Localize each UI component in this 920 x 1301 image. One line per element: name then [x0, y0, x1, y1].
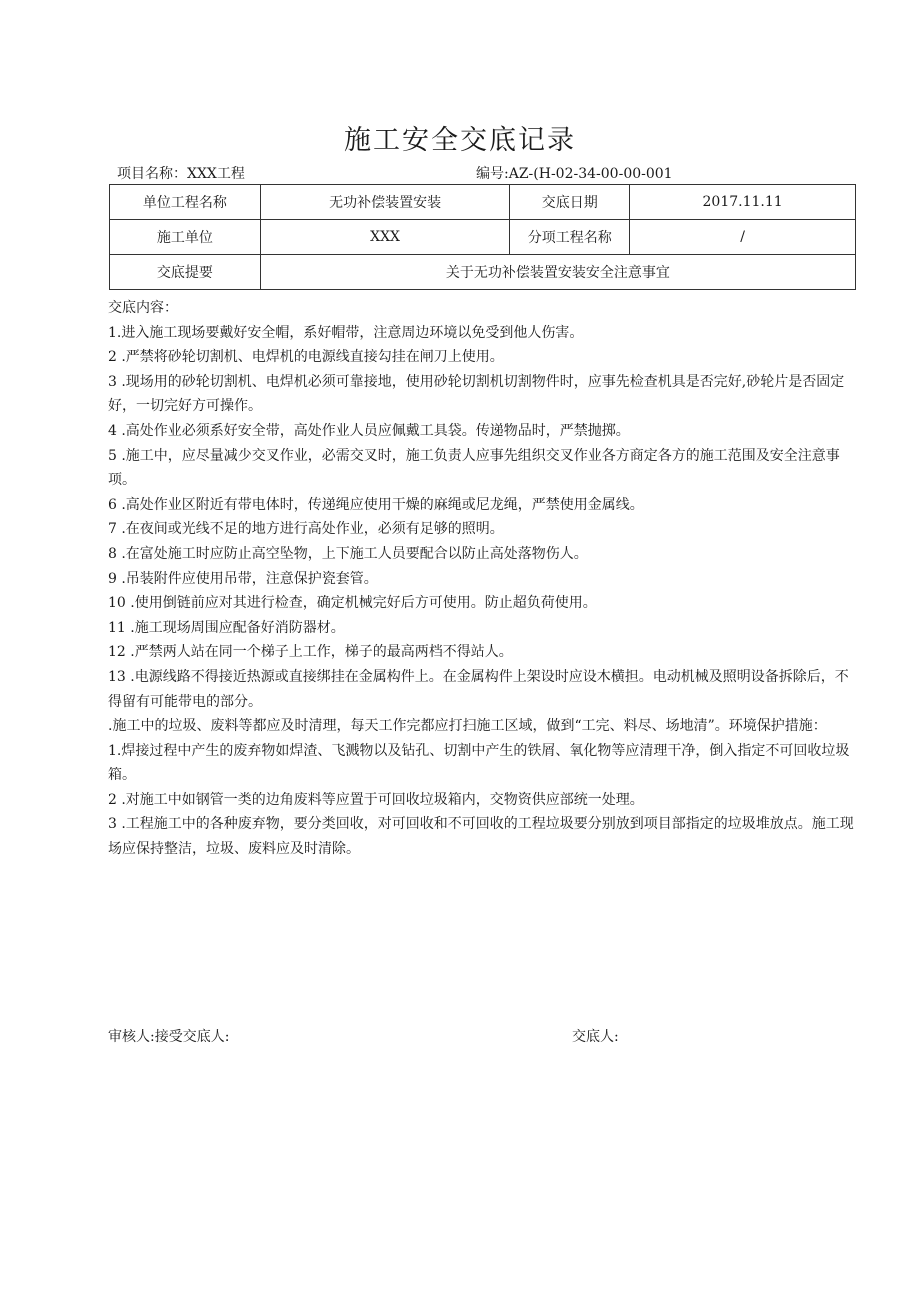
- list-item: 11 .施工现场周围应配备好消防器材。: [108, 619, 345, 636]
- content-heading: 交底内容：: [108, 300, 178, 316]
- info-table: [109, 184, 856, 290]
- record-code: 编号:AZ-(H-02-34-00-00-001: [476, 166, 673, 182]
- list-item: 7 .在夜间或光线不足的地方进行高处作业，必须有足够的照明。: [108, 521, 504, 538]
- list-item: 4 .高处作业必须系好安全带，高处作业人员应佩戴工具袋。传递物品时，严禁抛掷。: [108, 422, 630, 439]
- contractor-label: 施工单位: [110, 220, 261, 255]
- record-meta: [117, 163, 860, 183]
- briefing-date-value: 2017.11.11: [630, 185, 856, 220]
- summary-value: 关于无功补偿装置安装安全注意事宜: [260, 255, 855, 290]
- briefing-content: [108, 296, 858, 862]
- sub-project-label: 分项工程名称: [510, 220, 630, 255]
- list-item: 3 .工程施工中的各种废弃物，要分类回收，对可回收和不可回收的工程垃圾要分别放到项目部指定的垃圾堆放点。施工现场应保持整洁，垃圾、废料应及时清除。: [108, 816, 854, 858]
- sub-project-value: /: [630, 220, 856, 255]
- list-item: 6 .高处作业区附近有带电体时，传递绳应使用干燥的麻绳或尼龙绳，严禁使用金属线。: [108, 496, 644, 513]
- list-item: 5 .施工中，应尽量减少交叉作业，必需交叉时，施工负责人应事先组织交叉作业各方商定各方的施工范围及安全注意事项。: [108, 447, 840, 489]
- list-item: 1.焊接过程中产生的废弃物如焊渣、飞溅物以及钻孔、切割中产生的铁屑、氧化物等应清理干净，倒入指定不可回收垃圾箱。: [108, 742, 850, 784]
- summary-label: 交底提要: [110, 255, 261, 290]
- presenter-signature: 交底人:: [572, 1029, 619, 1045]
- list-item: 2 .对施工中如钢管一类的边角废料等应置于可回收垃圾箱内，交物资供应部统一处理。: [108, 791, 644, 808]
- list-item: 1.进入施工现场要戴好安全帽，系好帽带，注意周边环境以免受到他人伤害。: [108, 324, 584, 341]
- table-row: [110, 185, 856, 220]
- list-item: 12 .严禁两人站在同一个梯子上工作，梯子的最高两档不得站人。: [108, 644, 513, 661]
- list-item: 2 .严禁将砂轮切割机、电焊机的电源线直接勾挂在闸刀上使用。: [108, 349, 504, 366]
- table-row: [110, 220, 856, 255]
- list-item: .施工中的垃圾、废料等都应及时清理，每天工作完都应打扫施工区域，做到“工完、料尽、场地清”。环境保护措施：: [108, 718, 827, 735]
- unit-project-value: 无功补偿装置安装: [260, 185, 510, 220]
- project-name: 项目名称：XXX工程: [117, 166, 245, 182]
- page-title: 施工安全交底记录: [344, 125, 576, 156]
- reviewer-signature: 审核人:接受交底人:: [108, 1029, 230, 1045]
- list-item: 3 .现场用的砂轮切割机、电焊机必须可靠接地，使用砂轮切割机切割物件时，应事先检查机具是否完好,砂轮片是否固定好，一切完好方可操作。: [108, 373, 845, 415]
- contractor-value: XXX: [260, 220, 510, 255]
- table-row: [110, 255, 856, 290]
- list-item: 9 .吊装附件应使用吊带，注意保护瓷套管。: [108, 570, 378, 587]
- list-item: 8 .在富处施工时应防止高空坠物，上下施工人员要配合以防止高处落物伤人。: [108, 545, 588, 562]
- list-item: 10 .使用倒链前应对其进行检查，确定机械完好后方可使用。防止超负荷使用。: [108, 595, 597, 612]
- unit-project-label: 单位工程名称: [110, 185, 261, 220]
- briefing-date-label: 交底日期: [510, 185, 630, 220]
- list-item: 13 .电源线路不得接近热源或直接绑挂在金属构件上。在金属构件上架设时应设木横担。电动机械及照明设备拆除后，不得留有可能带电的部分。: [108, 668, 849, 710]
